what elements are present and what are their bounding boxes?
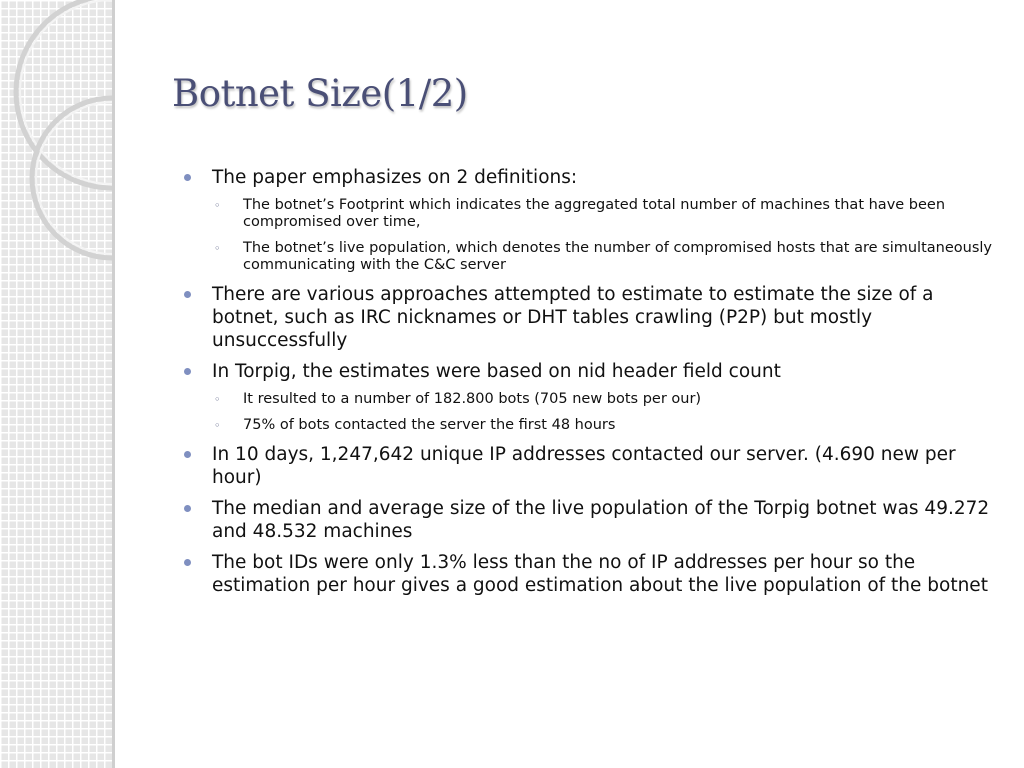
decorative-circles: [0, 0, 112, 768]
bullet-item: [184, 360, 994, 383]
ring-bullet-icon: ◦: [214, 419, 221, 432]
bullet-item: [184, 283, 994, 352]
ring-bullet-icon: ◦: [214, 242, 221, 255]
sub-bullet-item: [184, 240, 994, 274]
bullet-text: The paper emphasizes on 2 definitions:: [212, 167, 578, 188]
bullet-dot-icon: [184, 368, 191, 375]
sub-bullet-item: [184, 417, 994, 434]
decorative-side-panel: [0, 0, 115, 768]
sub-bullet-text: The botnet’s Footprint which indicates the aggregated total number of machines that have been compromised over time,: [243, 197, 946, 230]
bullet-text: In 10 days, 1,247,642 unique IP addresses contacted our server. (4.690 new per hour): [212, 444, 956, 488]
ring-bullet-icon: ◦: [214, 199, 221, 212]
sub-bullet-text: It resulted to a number of 182.800 bots (705 new bots per our): [243, 391, 702, 407]
decor-circle-large: [16, 0, 112, 188]
bullet-item: [184, 497, 994, 543]
ring-bullet-icon: ◦: [214, 393, 221, 406]
bullet-item: [184, 166, 994, 189]
slide-title: Botnet Size(1/2): [172, 72, 468, 115]
bullet-text: The median and average size of the live population of the Torpig botnet was 49.272 and 48.532 machines: [212, 498, 990, 542]
bullet-dot-icon: [184, 174, 191, 181]
bullet-item: [184, 443, 994, 489]
bullet-dot-icon: [184, 291, 191, 298]
sub-bullet-text: The botnet’s live population, which denotes the number of compromised hosts that are simultaneously communicating with the C&C server: [243, 240, 992, 273]
bullet-text: There are various approaches attempted to estimate to estimate the size of a botnet, such as IRC nicknames or DHT tables crawling (P2P) but mostly unsuccessfully: [212, 284, 934, 351]
bullet-dot-icon: [184, 559, 191, 566]
bullet-text: The bot IDs were only 1.3% less than the no of IP addresses per hour so the estimation per hour gives a good estimation about the live population of the botnet: [212, 552, 988, 596]
bullet-item: [184, 551, 994, 597]
bullet-list: [184, 166, 994, 605]
sub-bullet-item: [184, 391, 994, 408]
bullet-dot-icon: [184, 505, 191, 512]
bullet-text: In Torpig, the estimates were based on nid header field count: [212, 361, 781, 382]
sub-bullet-text: 75% of bots contacted the server the first 48 hours: [243, 417, 616, 433]
bullet-dot-icon: [184, 451, 191, 458]
sub-bullet-item: [184, 197, 994, 231]
